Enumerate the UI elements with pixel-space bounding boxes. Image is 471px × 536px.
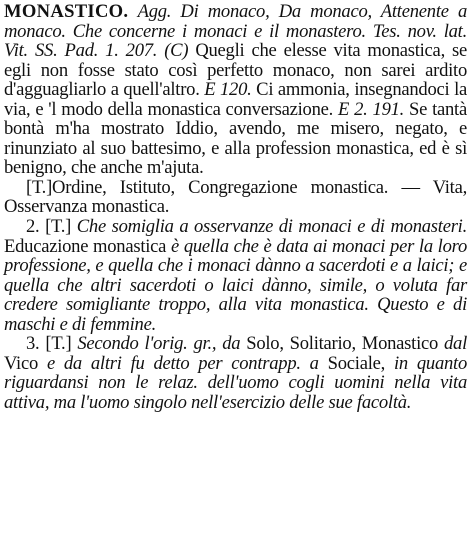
- t-tag: [T.]: [26, 176, 53, 198]
- etymology-text: Secondo l'orig. gr., da: [77, 333, 241, 355]
- citation-text: Se tantà bontà m'ha mostrato Iddio, avendo, me misero, negato, e rinunziato al suo battesimo, e alla profession monastica, ed è sì benigno, che anche m'ajuta.: [4, 98, 467, 179]
- example-text: Educazione monastica: [4, 235, 167, 257]
- t-note: [4, 178, 467, 217]
- citation-text: Ci ammonia, insegnandoci la via, e 'l modo della monastica conversazione.: [4, 79, 467, 120]
- contrast-word: Sociale,: [327, 352, 386, 374]
- citation-ref: E 120.: [204, 79, 252, 101]
- author-name: Vico: [4, 352, 39, 374]
- t-tag: [T.]: [45, 333, 72, 355]
- sense-3: [4, 334, 467, 412]
- sense-definition: Che somiglia a osservanze di monaci e di monasteri.: [76, 216, 468, 238]
- dictionary-entry: [4, 2, 467, 412]
- etymology-text: in quanto riguardansi non le relaz. dell'uomo cogli uomini nella vita attiva, ma l'uomo singolo nell'esercizio delle sue facoltà.: [4, 352, 467, 413]
- sense-number: 2.: [26, 216, 40, 238]
- sense-number: 3.: [26, 333, 40, 355]
- citation-text: Quegli che elesse vita monastica, se egli non fosse stato così perfetto monaco, non sarei ardito d'agguagliarlo a quell'altro.: [4, 40, 467, 101]
- citation-ref: E 2. 191.: [338, 98, 405, 120]
- t-tag: [T.]: [45, 216, 72, 238]
- etymology-words: Solo, Solitario, Monastico: [246, 333, 439, 355]
- example-explanation: è quella che è data ai monaci per la loro professione, e quella che i monaci dànno a sacerdoti e a laici; e quella che altri sacerdoti o laici dànno, simile, o voluta far credere somigliante troppo, alla vita monastica. Questo e di maschi e di femmine.: [4, 235, 467, 335]
- t-note-text: Ordine, Istituto, Congregazione monastica. — Vita, Osservanza monastica.: [4, 176, 467, 218]
- sense-2: [4, 217, 467, 334]
- entry-intro: [4, 2, 467, 178]
- definition-text: Agg. Di monaco, Da monaco, Attenente a monaco. Che concerne i monaci e il monastero. Tes. nov. lat. Vit. SS. Pad. 1. 207. (C): [4, 1, 467, 62]
- headword: MONASTICO.: [4, 1, 129, 22]
- etymology-text: dal: [443, 333, 467, 355]
- etymology-text: e da altri fu detto per contrapp. a: [46, 352, 319, 374]
